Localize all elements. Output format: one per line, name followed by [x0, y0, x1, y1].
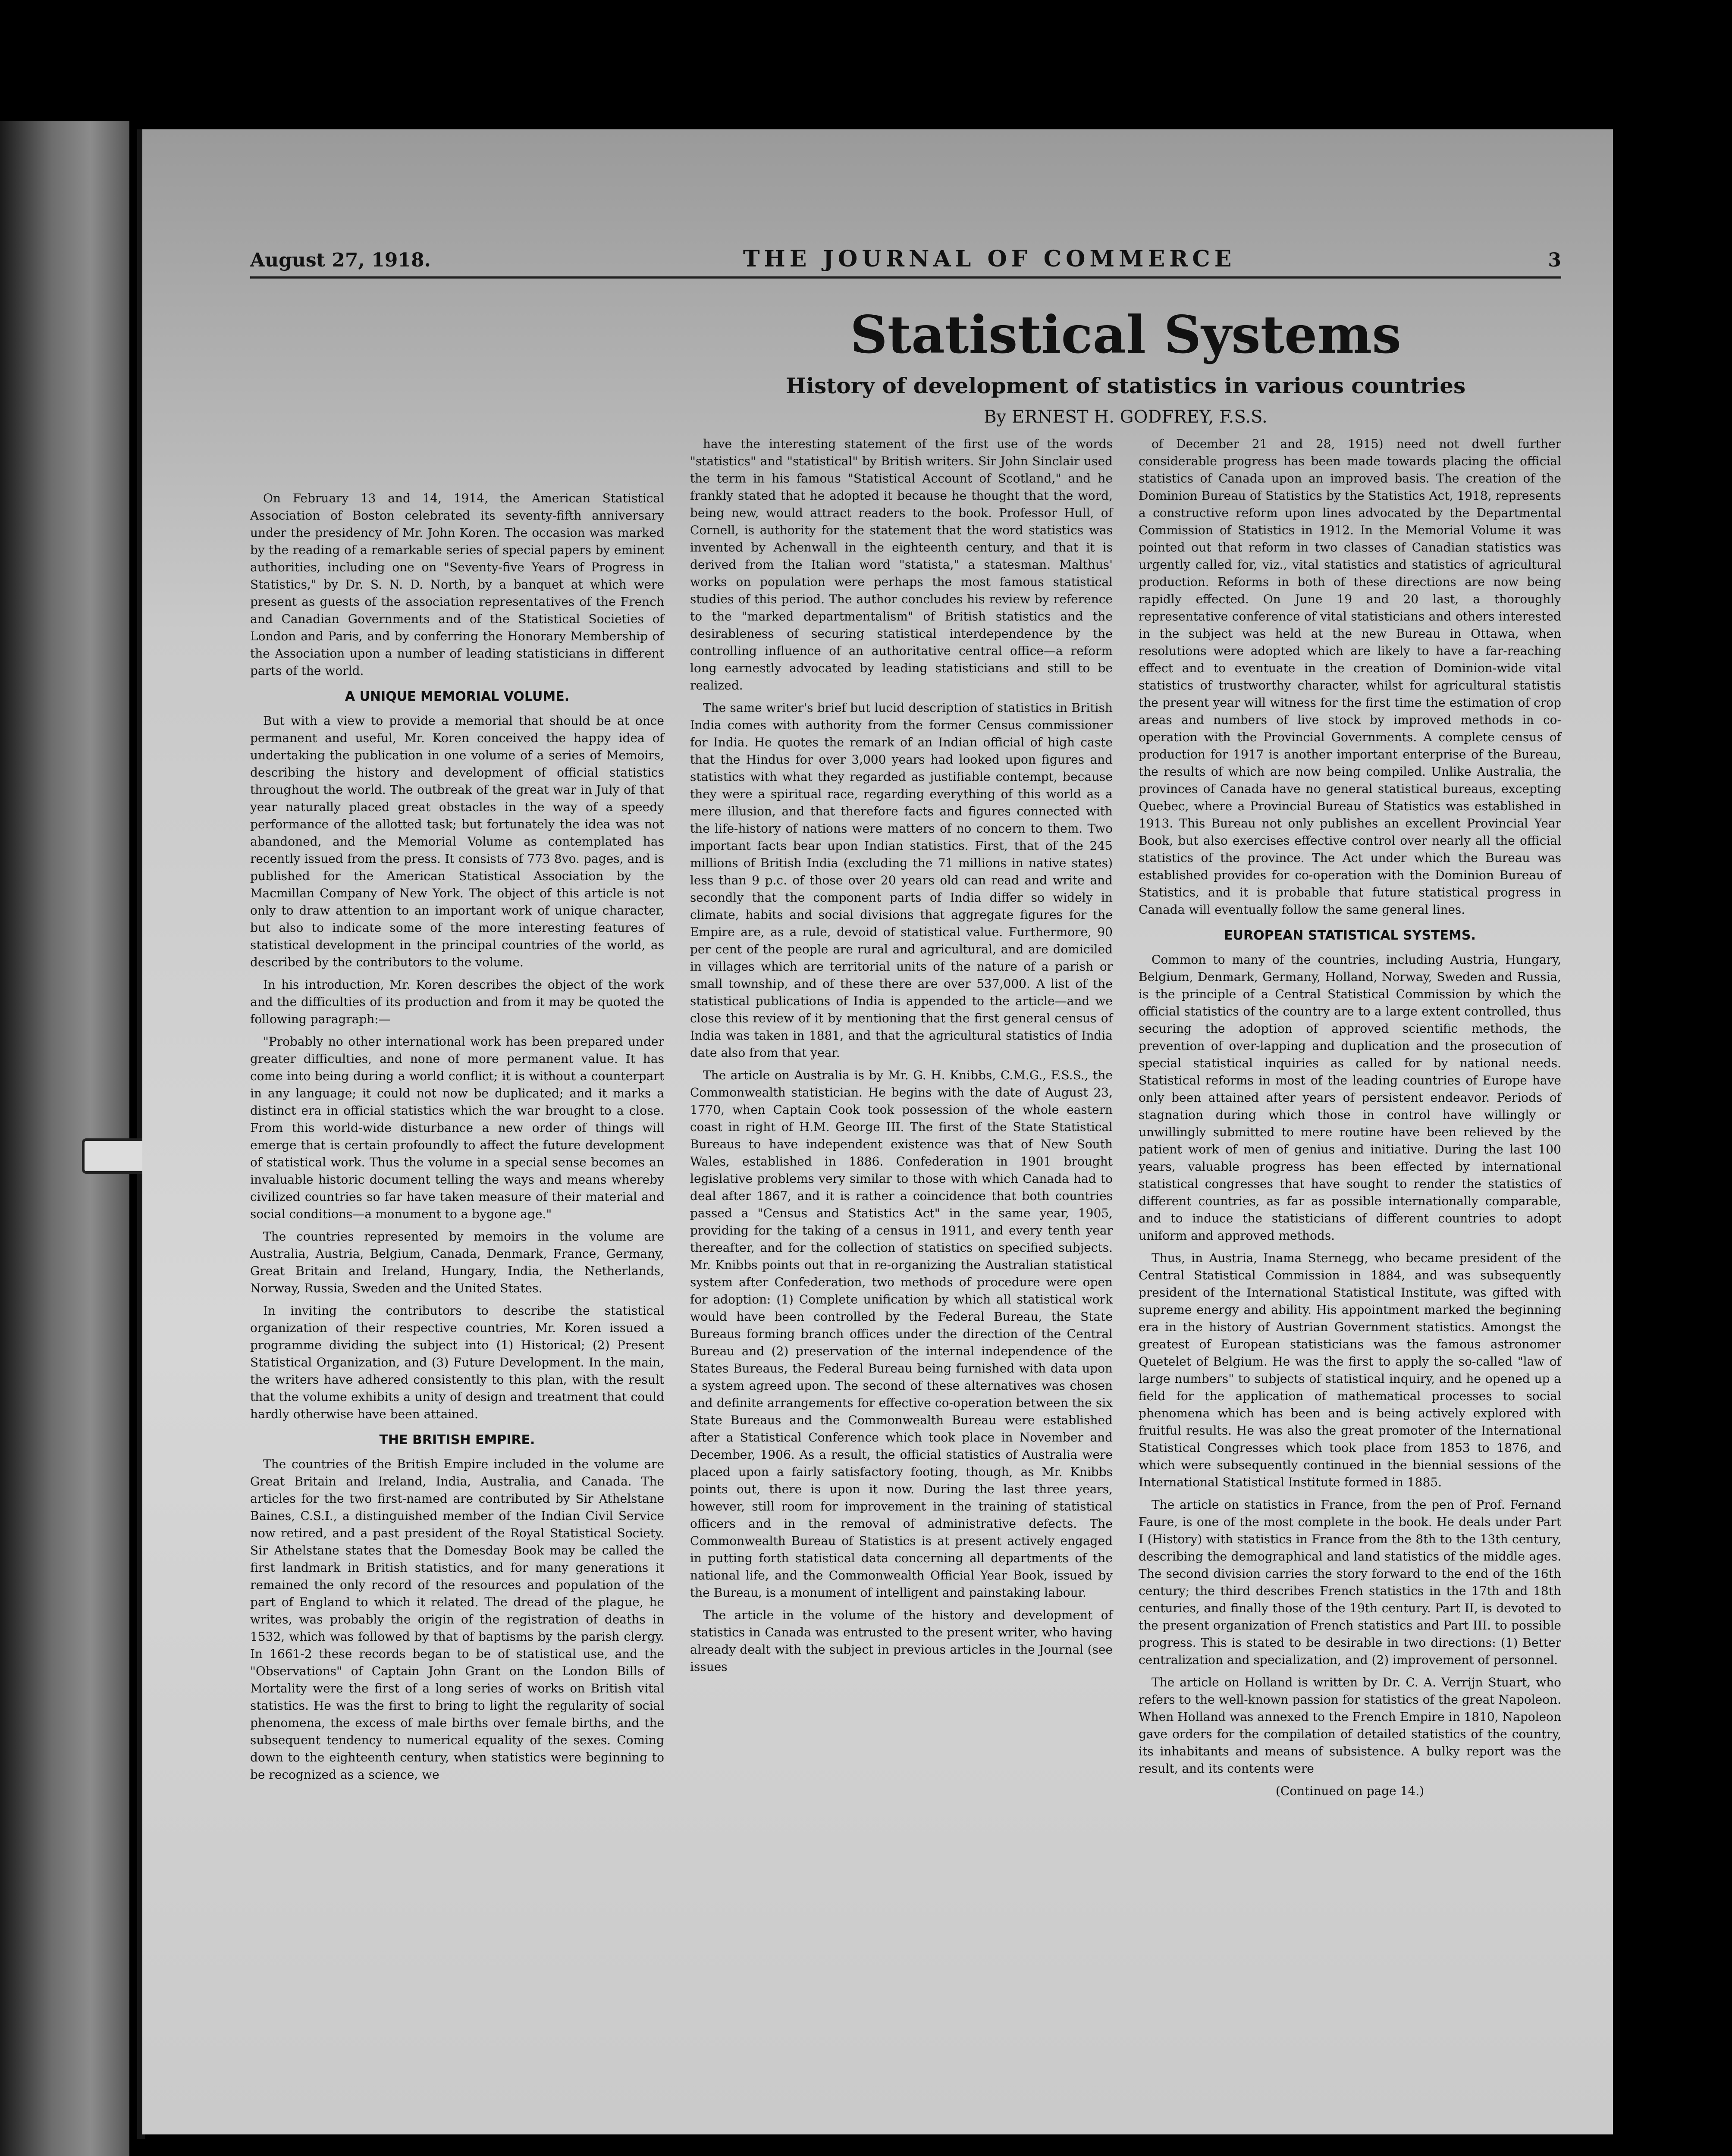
column-3: [1139, 436, 1561, 1805]
page-header: [250, 246, 1561, 279]
column-1: [250, 490, 664, 1805]
section-heading: THE BRITISH EMPIRE.: [379, 1432, 535, 1448]
paragraph: Thus, in Austria, Inama Sternegg, who became president of the Central Statistical Commission in 1884, and was subsequently president of the International Statistical Institute, was gifted with supreme energy and ability. His appointment marked the beginning era in the history of Austrian Government statistics. Amongst the greatest of European statisticians was the famous astronomer Quetelet of Belgium. He was the first to apply the so-called "law of large numbers" to subjects of statistical inquiry, and he opened up a field for the application of mathematical processes to social phenomena which has been and is being actively explored with fruitful results. He was also the great promoter of the International Statistical Congresses which took place from 1853 to 1876, and which were subsequently continued in the biennial sessions of the International Statistical Institute formed in 1885.: [1139, 1251, 1561, 1489]
columns-row: [690, 436, 1561, 1805]
paragraph: of December 21 and 28, 1915) need not dwell further considerable progress has been made towards placing the official statistics of Canada upon an improved basis. The creation of the Dominion Bureau of Statistics by the Statistics Act, 1918, represents a constructive reform upon lines advocated by the Departmental Commission of Statistics in 1912. In the Memorial Volume it was pointed out that reform in two classes of Canadian statistics was urgently called for, viz., vital statistics and statistics of agricultural production. Reforms in both of these directions are now being rapidly effected. On June 19 and 20 last, a thoroughly representative conference of vital statisticians and others interested in the subject was held at the new Bureau in Ottawa, when resolutions were adopted which are likely to have a far-reaching effect and to eventuate in the creation of Dominion-wide vital statistics of trustworthy character, whilst for agricultural statistis the present year will witness for the first time the estimation of crop areas and numbers of live stock by improved methods in co-operation with the Provincial Governments. A complete census of production for 1917 is another important enterprise of the Bureau, the results of which are now being compiled. Unlike Australia, the provinces of Canada have no general statistical bureaus, excepting Quebec, where a Provincial Bureau of Statistics was established in 1913. This Bureau not only publishes an excellent Provincial Year Book, but also exercises effective control over nearly all the official statistics of the province. The Act under which the Bureau was established provides for co-operation with the Dominion Bureau of Statistics, and it is probable that future statistical progress in Canada will eventually follow the same general lines.: [1139, 437, 1561, 917]
paragraph: The same writer's brief but lucid description of statistics in British India comes with authority from the former Census commissioner for India. He quotes the remark of an Indian official of high caste that the Hindus for over 3,000 years had looked upon figures and statistics with what they regarded as justifiable contempt, because they were a spiritual race, regarding everything of this world as a mere illusion, and that therefore facts and figures connected with the life-history of nations were matters of no concern to them. Two important facts bear upon Indian statistics. First, that of the 245 millions of British India (excluding the 71 millions in native states) less than 9 p.c. of those over 20 years old can read and write and secondly that the component parts of India differ so widely in climate, habits and social divisions that aggregate figures for the Empire are, as a rule, devoid of statistical value. Furthermore, 90 per cent of the people are rural and agricultural, and are domiciled in villages which are territorial units of the nature of a parish or small township, and of these there are over 537,000. A list of the statistical publications of India is appended to the article—and we close this review of it by mentioning that the first general census of India was taken in 1881, and that the agricultural statistics of India date also from that year.: [690, 701, 1113, 1060]
title-and-columns: [690, 304, 1561, 1805]
paragraph: "Probably no other international work has been prepared under greater difficulties, and none of more permanent value. It has come into being during a world conflict; it is without a counterpart in any language; it could not now be duplicated; and it marks a distinct era in official statistics which the war brought to a close. From this world-wide disturbance a new order of things will emerge that is certain profoundly to affect the future development of statistical work. Thus the volume in a special sense becomes an invaluable historic document telling the ways and means whereby civilized countries so far have taken measure of their material and social conditions—a monument to a bygone age.": [250, 1034, 664, 1221]
paragraph: In inviting the contributors to describe the statistical organization of their respective countries, Mr. Koren issued a programme dividing the subject into (1) Historical; (2) Present Statistical Organization, and (3) Future Development. In the main, the writers have adhered consistently to this plan, with the result that the volume exhibits a unity of design and treatment that could hardly otherwise have been attained.: [250, 1304, 664, 1421]
paragraph: In his introduction, Mr. Koren describes the object of the work and the difficulties of its production and from it may be quoted the following paragraph:—: [250, 978, 664, 1026]
section-heading: A UNIQUE MEMORIAL VOLUME.: [345, 689, 570, 704]
article-subtitle: History of development of statistics in various countries: [785, 373, 1466, 398]
masthead: THE JOURNAL OF COMMERCE: [743, 246, 1236, 272]
paragraph: The article on statistics in France, from the pen of Prof. Fernand Faure, is one of the most complete in the book. He deals under Part I (History) with statistics in France from the 8th to the 13th century, describing the demographical and land statistics of the middle ages. The second division carries the story forward to the end of the 16th century; the third describes French statistics in the 17th and 18th centuries, and finally those of the 19th century. Part II, is devoted to the present organization of French statistics and Part III. to possible progress. This is stated to be desirable in two directions: (1) Better centralization and specialization, and (2) improvement of personnel.: [1139, 1498, 1561, 1667]
newspaper-page: [142, 129, 1613, 2134]
paragraph: On February 13 and 14, 1914, the American Statistical Association of Boston celebrated its seventy-fifth anniversary under the presidency of Mr. John Koren. The occasion was marked by the reading of a remarkable series of special papers by eminent authorities, including one on "Seventy-five Years of Progress in Statistics," by Dr. S. N. D. North, by a banquet at which were present as guests of the association representatives of the French and Canadian Governments and of the Statistical Societies of London and Paris, and by conferring the Honorary Membership of the Association upon a number of leading statisticians in different parts of the world.: [250, 491, 664, 678]
article-title: Statistical Systems: [850, 304, 1401, 365]
paragraph: have the interesting statement of the first use of the words "statistics" and "statistical" by British writers. Sir John Sinclair used the term in his famous "Statistical Account of Scotland," and he frankly stated that he adopted it because he thought that the word, being new, would attract readers to the book. Professor Hull, of Cornell, is authority for the statement that the word statistics was invented by Achenwall in the eighteenth century, and that it is derived from the Italian word "statista," a statesman. Malthus' works on population were perhaps the most famous statistical studies of this period. The author concludes his review by reference to the "marked departmentalism" of British statistics and the desirableness of securing statistical interdependence by the controlling influence of an authoritative central office—a reform long earnestly advocated by leading statisticians and still to be realized.: [690, 437, 1113, 693]
paragraph: The article in the volume of the history and development of statistics in Canada was entrusted to the present writer, who having already dealt with the subject in previous articles in the Journal (see issues: [690, 1608, 1113, 1674]
paragraph: The countries of the British Empire included in the volume are Great Britain and Ireland, India, Australia, and Canada. The articles for the two first-named are contributed by Sir Athelstane Baines, C.S.I., a distinguished member of the Indian Civil Service now retired, and a past president of the Royal Statistical Society. Sir Athelstane states that the Domesday Book may be called the first landmark in British statistics, and for many generations it remained the only record of the resources and population of the part of England to which it related. The dread of the plague, he writes, was probably the origin of the registration of deaths in 1532, which was followed by that of baptisms by the parish clergy. In 1661-2 these records began to be of statistical use, and the "Observations" of Captain John Grant on the London Bills of Mortality were the first of a long series of works on British vital statistics. He was the first to bring to light the regularity of social phenomena, the excess of male births over female births, and the subsequent tendency to numerical equality of the sexes. Coming down to the eighteenth century, when statistics were beginning to be recognized as a science, we: [250, 1457, 664, 1782]
paragraph: The countries represented by memoirs in the volume are Australia, Austria, Belgium, Canada, Denmark, France, Germany, Great Britain and Ireland, Hungary, India, the Netherlands, Norway, Russia, Sweden and the United States.: [250, 1229, 664, 1295]
section-heading: EUROPEAN STATISTICAL SYSTEMS.: [1224, 928, 1476, 943]
paragraph: The article on Holland is written by Dr. C. A. Verrijn Stuart, who refers to the well-known passion for statistics of the great Napoleon. When Holland was annexed to the French Empire in 1810, Napoleon gave orders for the compilation of detailed statistics of the country, its inhabitants and means of subsistence. A bulky report was the result, and its contents were: [1139, 1675, 1561, 1776]
continuation-note: (Continued on page 14.): [1275, 1784, 1425, 1798]
article-title-block: [690, 304, 1561, 427]
issue-date: August 27, 1918.: [250, 249, 431, 271]
article-byline: By ERNEST H. GODFREY, F.S.S.: [984, 407, 1268, 427]
page-number: 3: [1548, 249, 1561, 271]
paragraph: Common to many of the countries, including Austria, Hungary, Belgium, Denmark, Germany, Holland, Norway, Sweden and Russia, is the principle of a Central Statistical Commission by which the official statistics of the country are to a large extent controlled, thus securing the adoption of approved scientific methods, the prevention of over-lapping and duplication and the prosecution of special statistical inquiries as called for by national needs. Statistical reforms in most of the leading countries of Europe have only been attained after years of persistent endeavor. Periods of stagnation during which those in control have willingly or unwillingly submitted to mere routine have been relieved by the patient work of men of genius and initiative. During the last 100 years, valuable progress has been effected by international statistical congresses that have sought to render the statistics of different countries, as far as possible internationally comparable, and to induce the statisticians of different countries to adopt uniform and approved methods.: [1139, 953, 1561, 1243]
article-columns: [250, 304, 1561, 1805]
column-2: [690, 436, 1113, 1805]
paragraph: But with a view to provide a memorial that should be at once permanent and useful, Mr. Koren conceived the happy idea of undertaking the publication in one volume of a series of Memoirs, describing the history and development of official statistics throughout the world. The outbreak of the great war in July of that year naturally placed great obstacles in the way of a speedy performance of the allotted task; but fortunately the idea was not abandoned, and the Memorial Volume as contemplated has recently issued from the press. It consists of 773 8vo. pages, and is published for the American Statistical Association by the Macmillan Company of New York. The object of this article is not only to draw attention to an important work of unique character, but also to indicate some of the more interesting features of statistical development in the principal countries of the world, as described by the contributors to the volume.: [250, 714, 664, 969]
paragraph: The article on Australia is by Mr. G. H. Knibbs, C.M.G., F.S.S., the Commonwealth statistician. He begins with the date of August 23, 1770, when Captain Cook took possession of the whole eastern coast in right of H.M. George III. The first of the State Statistical Bureaus to have independent existence was that of New South Wales, established in 1886. Confederation in 1901 brought legislative problems very similar to those with which Canada had to deal after 1867, and it is rather a coincidence that both countries passed a "Census and Statistics Act" in the same year, 1905, providing for the taking of a census in 1911, and every tenth year thereafter, and for the collection of statistics on specified subjects. Mr. Knibbs points out that in re-organizing the Australian statistical system after Confederation, two methods of procedure were open for adoption: (1) Complete unification by which all statistical work would have been controlled by the Federal Bureau, the State Bureaus forming branch offices under the direction of the Central Bureau and (2) preservation of the internal independence of the States Bureaus, the Federal Bureau being furnished with data upon a system agreed upon. The second of these alternatives was chosen and definite arrangements for effective co-operation between the six State Bureaus and the Commonwealth Bureau were established after a Statistical Conference which took place in November and December, 1906. As a result, the official statistics of Australia were placed upon a fairly satisfactory footing, though, as Mr. Knibbs points out, there is upon it now. During the last three years, however, still room for improvement in the training of statistical officers and in the removal of administrative defects. The Commonwealth Bureau of Statistics is at present actively engaged in putting forth statistical data concerning all departments of the national life, and the Commonwealth Official Year Book, issued by the Bureau, is a monument of intelligent and painstaking labour.: [690, 1068, 1113, 1600]
